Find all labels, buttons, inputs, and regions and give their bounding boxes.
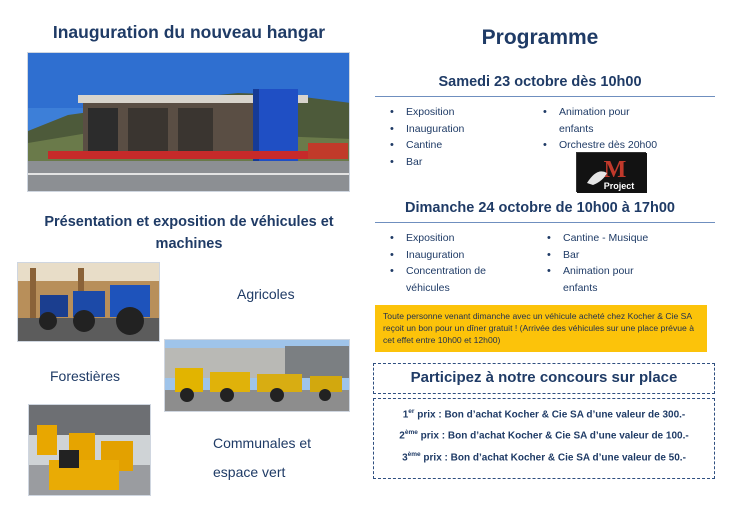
contest-title: Participez à notre concours sur place — [410, 369, 678, 386]
saturday-heading: Samedi 23 octobre dès 10h00 — [438, 74, 642, 90]
exhibition-section-title: Présentation et exposition de véhicules et machines — [44, 214, 334, 252]
category-communales-line2: espace vert — [213, 464, 286, 480]
prize-3-sup: ème — [407, 450, 421, 458]
prize-1-text: prix : Bon d’achat Kocher & Cie SA d’une valeur de 300.- — [414, 409, 686, 421]
prize-3 — [374, 451, 714, 463]
sunday-divider — [375, 222, 715, 223]
category-communales — [213, 429, 348, 487]
agricultural-tractors-photo — [17, 262, 160, 342]
category-communales-line1: Communales et — [213, 435, 312, 451]
saturday-list-left — [390, 104, 530, 170]
prize-1-sup: er — [408, 408, 415, 415]
saturday-list-right — [543, 104, 683, 154]
list-item: • Orchestre dès 20h00 — [543, 137, 683, 154]
sunday-heading: Dimanche 24 octobre de 10h00 à 17h00 — [405, 200, 675, 216]
hangar-photo — [27, 52, 350, 192]
category-agricoles: Agricoles — [237, 286, 295, 302]
prize-1-rank: 1 — [402, 409, 409, 421]
hangar-title: Inauguration du nouveau hangar — [52, 22, 326, 42]
list-item: • Cantine - Musique — [547, 230, 687, 247]
band-logo-letter: M — [603, 157, 627, 183]
list-item: • Inauguration — [390, 247, 510, 264]
communal-mowers-photo — [28, 404, 151, 496]
prize-2-sup: ème — [404, 429, 418, 437]
prize-2-text: prix : Bon d’achat Kocher & Cie SA d’une valeur de 100.- — [417, 430, 689, 442]
band-logo — [576, 152, 646, 192]
list-item: • Exposition — [390, 104, 530, 121]
list-item: • Cantine — [390, 137, 530, 154]
contest-box — [373, 363, 715, 394]
list-item: • Animation pour enfants — [543, 104, 653, 137]
prize-2-rank: 2 — [399, 430, 405, 442]
forestry-machines-photo — [164, 339, 350, 412]
list-item: • Bar — [390, 154, 530, 171]
prize-3-rank: 3 — [402, 451, 408, 463]
saturday-divider — [375, 96, 715, 97]
sunday-list-right — [547, 230, 687, 296]
band-logo-text: Project — [603, 181, 635, 191]
list-item: • Animation pour enfants — [547, 263, 647, 296]
sunday-list-left — [390, 230, 510, 296]
list-item: • Concentration de véhicules — [390, 263, 490, 296]
sunday-notice: Toute personne venant dimanche avec un véhicule acheté chez Kocher & Cie SA reçoit un bon pour un dîner gratuit ! (Arrivée des véhicules sur une place prévue à cet effet entre 10h00 et 12h00) — [375, 305, 707, 352]
prize-3-text: prix : Bon d’achat Kocher & Cie SA d’une valeur de 50.- — [420, 451, 686, 463]
list-item: • Bar — [547, 247, 687, 264]
list-item: • Inauguration — [390, 121, 530, 138]
programme-title: Programme — [481, 26, 599, 49]
list-item: • Exposition — [390, 230, 510, 247]
prize-2 — [374, 429, 714, 441]
prize-1 — [374, 408, 714, 420]
category-forestieres: Forestières — [50, 368, 121, 384]
prizes-box — [373, 398, 715, 479]
